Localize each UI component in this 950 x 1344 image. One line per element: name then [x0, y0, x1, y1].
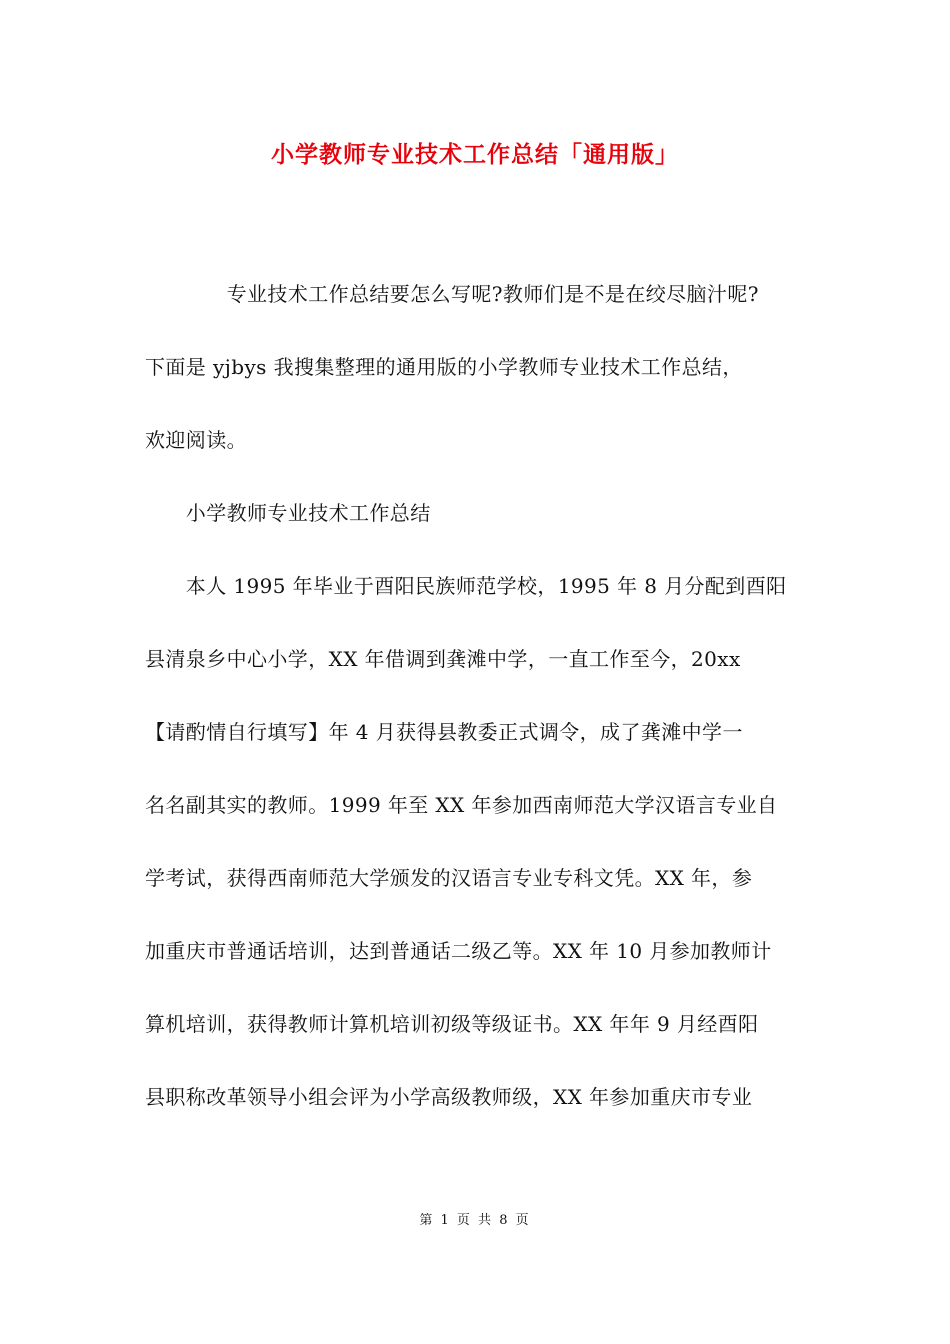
body-line-2: 下面是 yjbys 我搜集整理的通用版的小学教师专业技术工作总结，	[145, 355, 743, 379]
body-line-6: 县清泉乡中心小学，XX 年借调到龚滩中学，一直工作至今，20xx	[145, 647, 741, 671]
section-heading: 小学教师专业技术工作总结	[145, 501, 431, 525]
page-footer: 第 1 页 共 8 页	[419, 1213, 531, 1228]
body-line-11: 算机培训，获得教师计算机培训初级等级证书。XX 年年 9 月经酉阳	[145, 1012, 759, 1036]
body-line-1: 专业技术工作总结要怎么写呢?教师们是不是在绞尽脑汁呢?	[145, 282, 759, 306]
body-line-7: 【请酌情自行填写】年 4 月获得县教委正式调令，成了龚滩中学一	[145, 720, 743, 744]
body-line-12: 县职称改革领导小组会评为小学高级教师级，XX 年参加重庆市专业	[145, 1085, 753, 1109]
body-line-8: 名名副其实的教师。1999 年至 XX 年参加西南师范大学汉语言专业自	[145, 793, 778, 817]
document-body	[145, 274, 810, 1150]
document-title: 小学教师专业技术工作总结「通用版」	[271, 141, 679, 168]
body-line-9: 学考试，获得西南师范大学颁发的汉语言专业专科文凭。XX 年，参	[145, 866, 753, 890]
body-line-10: 加重庆市普通话培训，达到普通话二级乙等。XX 年 10 月参加教师计	[145, 939, 772, 963]
body-line-5: 本人 1995 年毕业于酉阳民族师范学校，1995 年 8 月分配到酉阳	[145, 574, 787, 598]
body-line-3: 欢迎阅读。	[145, 428, 247, 452]
